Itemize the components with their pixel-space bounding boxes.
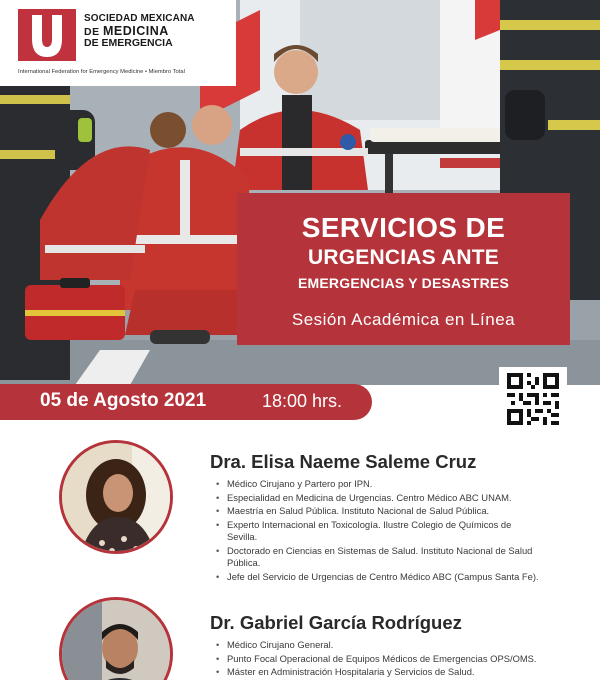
speaker-1-photo [62,443,173,554]
list-item: • Máster en Administración Hospitalaria y Servicios de Salud. [214,666,574,678]
speaker-2-credentials [214,639,574,680]
org-name-line3: DE EMERGENCIA [84,36,173,49]
qr-code-icon [507,373,559,425]
qr-code[interactable] [499,367,567,431]
event-title-line2: URGENCIAS ANTE [307,246,500,269]
org-affiliation: International Federation for Emergency Medicine • Miembro Total [18,69,185,75]
speaker-1-avatar [59,440,173,554]
event-date-banner [0,384,372,420]
event-time: 18:00 hrs. [262,391,343,411]
list-item: • Médico Cirujano General. [214,639,574,651]
organization-logo-block [0,0,236,86]
smme-logo-icon [18,9,76,61]
list-item: • Médico Cirujano y Partero por IPN. [214,478,566,490]
speaker-1-name: Dra. Elisa Naeme Saleme Cruz [210,451,477,472]
org-name-line2: DE MEDICINA [84,23,169,38]
organization-name [84,14,195,49]
list-item: • Jefe del Servicio de Urgencias de Centro Médico ABC (Campus Santa Fe). [214,571,566,583]
speaker-1-credentials [214,478,566,584]
list-item: • Doctorado en Ciencias en Sistemas de Salud. Instituto Nacional de Salud Pública. [214,545,566,570]
event-title-line3: EMERGENCIAS Y DESASTRES [297,275,510,291]
speaker-2-avatar [59,597,173,680]
org-name-line1: SOCIEDAD MEXICANA [84,13,195,24]
list-item: • Especialidad en Medicina de Urgencias. Centro Médico ABC UNAM. [214,492,566,504]
event-title-panel [237,193,570,345]
event-date: 05 de Agosto 2021 [40,390,207,411]
event-subtitle: Sesión Académica en Línea [291,310,516,329]
speaker-2-name: Dr. Gabriel García Rodríguez [210,612,462,633]
speaker-2-photo [62,600,173,680]
list-item: • Experto Internacional en Toxicología. Ilustre Colegio de Químicos de Sevilla. [214,519,566,544]
event-title-line1: SERVICIOS DE [301,212,506,243]
list-item: • Punto Focal Operacional de Equipos Médicos de Emergencias OPS/OMS. [214,653,574,665]
list-item: • Maestría en Salud Pública. Instituto Nacional de Salud Pública. [214,505,566,517]
